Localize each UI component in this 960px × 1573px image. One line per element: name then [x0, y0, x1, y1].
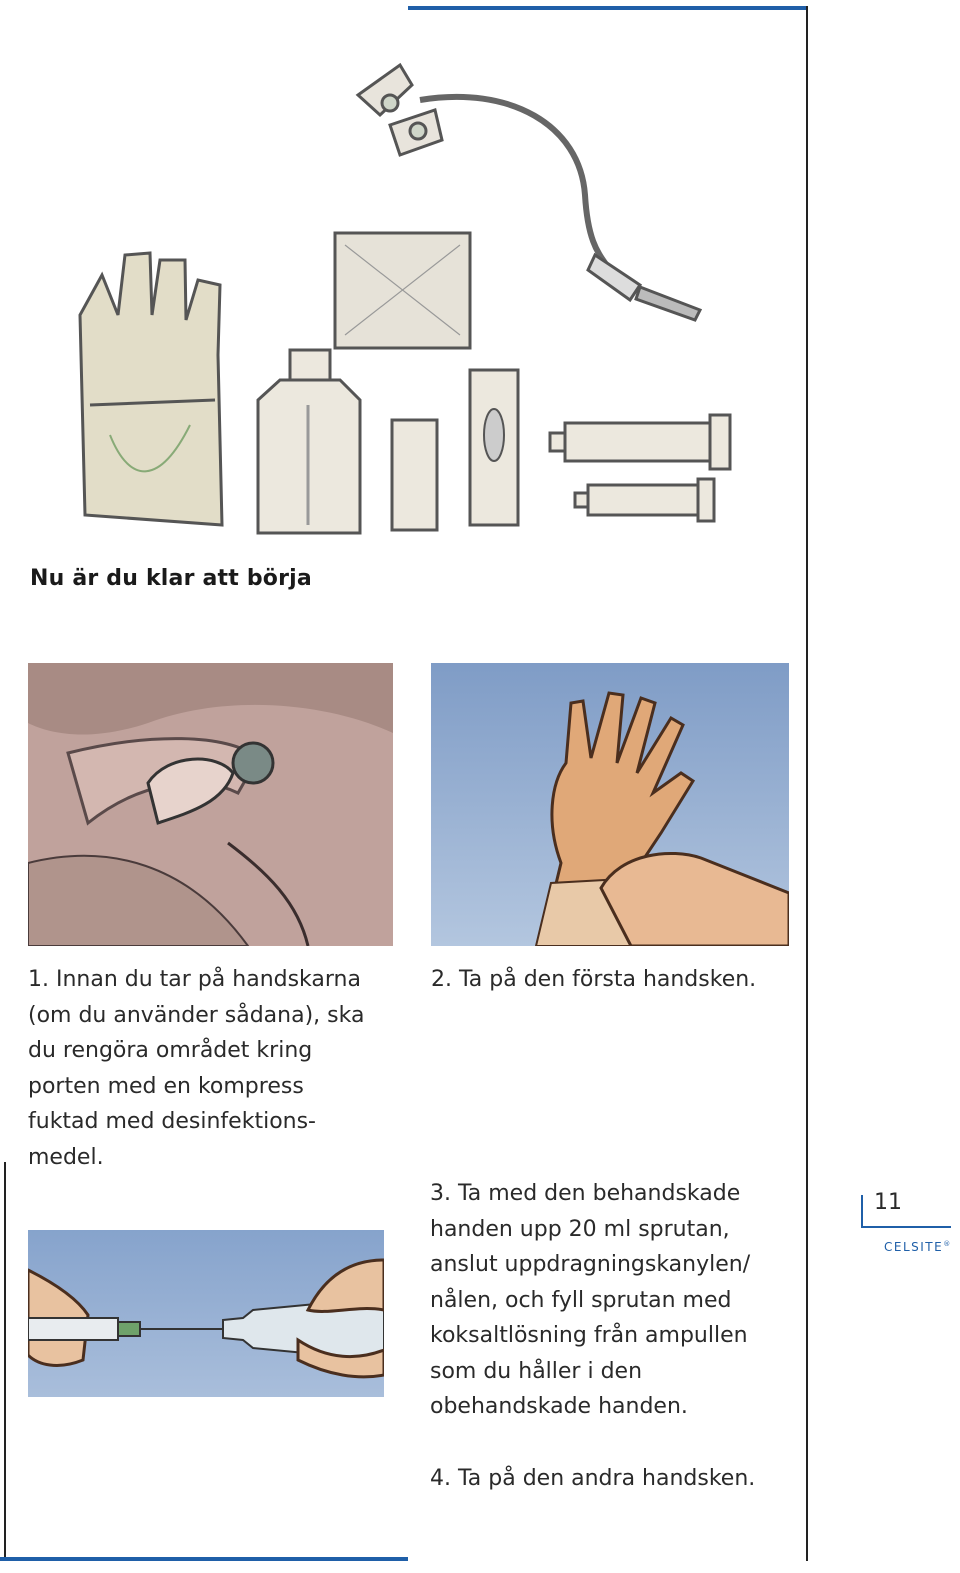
port-icon	[233, 743, 273, 783]
syringe-icon	[575, 479, 714, 521]
page-number-bracket	[861, 1195, 863, 1227]
syringe-icon	[550, 415, 730, 469]
syringe-filling-illustration	[28, 1230, 384, 1397]
glove-icon	[80, 253, 222, 525]
saline-bottle-icon	[258, 350, 360, 533]
cleaning-port-illustration	[28, 663, 393, 946]
supplies-illustration	[40, 55, 760, 545]
top-accent-rule	[408, 6, 806, 10]
glove-donning-illustration	[431, 663, 789, 946]
right-margin-line	[806, 6, 808, 1561]
page-number: 11	[874, 1190, 902, 1215]
bottom-accent-rule	[0, 1557, 408, 1561]
syringe-icon	[28, 1318, 118, 1340]
registered-mark: ®	[943, 1240, 952, 1248]
page-number-underline	[861, 1226, 951, 1228]
step-2-text: 2. Ta på den första handsken.	[431, 967, 757, 992]
page-heading: Nu är du klar att börja	[30, 566, 312, 591]
ampoule-pack-icon	[392, 420, 437, 530]
brand-logo	[884, 1240, 952, 1254]
brand-name: CELSITE	[884, 1240, 944, 1254]
step-3-text: 3. Ta med den behandskade handen upp 20 ml sprutan, anslut uppdragningskanylen/ nålen, och fyll sprutan med koksaltlösning från ampullen som du håller i den obehandskade handen.	[430, 1181, 751, 1419]
left-margin-line	[4, 1162, 6, 1557]
step-4-text: 4. Ta på den andra handsken.	[430, 1466, 756, 1491]
step-1-text: 1. Innan du tar på handskarna (om du använder sådana), ska du rengöra området kring porten med en kompress fuktad med desinfektions- medel.	[28, 967, 365, 1170]
